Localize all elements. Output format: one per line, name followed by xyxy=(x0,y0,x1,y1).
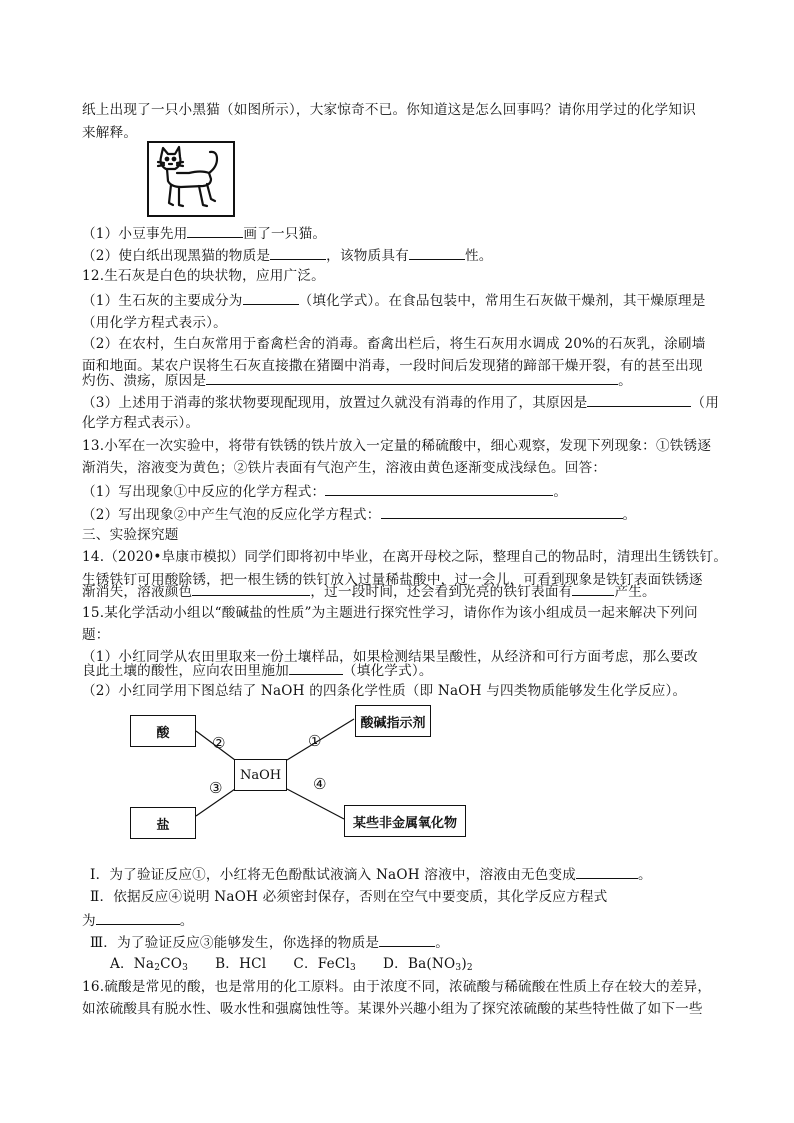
q13-part2: （2）写出现象②中产生气泡的反应化学方程式： 。 xyxy=(82,504,636,524)
text-line: 生锈铁钉可用酸除锈，把一根生锈的铁钉放入过量稀盐酸中，过一会儿，可看到现象是铁钉表面铁锈逐 xyxy=(82,572,703,588)
answer-blank[interactable] xyxy=(289,660,343,675)
text-line: 渐消失，溶液变为黄色；②铁片表面有气泡产生，溶液由黄色逐渐变成浅绿色。回答： xyxy=(82,460,607,476)
sub-question-3: Ⅲ．为了验证反应③能够发生，你选择的物质是 。 xyxy=(90,932,449,952)
text-line: 纸上出现了一只小黑猫（如图所示），大家惊奇不已。你知道这是怎么回事吗？请你用学过的化学知识 xyxy=(82,102,696,118)
q12-title: 12.生石灰是白色的块状物，应用广泛。 xyxy=(82,268,325,284)
answer-blank[interactable] xyxy=(587,392,691,407)
q11-part2: （2）使白纸出现黑猫的物质是 ，该物质具有 性。 xyxy=(82,245,493,265)
q13-part1: （1）写出现象①中反应的化学方程式： 。 xyxy=(82,481,567,501)
reaction-4-label: ④ xyxy=(313,775,327,793)
text-line: 题： xyxy=(82,627,110,643)
answer-blank[interactable] xyxy=(187,223,243,238)
q15-title: 15.某化学活动小组以“酸碱盐的性质”为主题进行探究性学习，请你作为该小组成员一起来解决下列问 xyxy=(82,605,698,621)
answer-blank[interactable] xyxy=(325,481,553,496)
answer-blank[interactable] xyxy=(243,290,299,305)
naoh-box: NaOH xyxy=(234,759,287,791)
cat-icon xyxy=(149,143,233,215)
answer-blank[interactable] xyxy=(270,245,326,260)
q12-part1: （1）生石灰的主要成分为 （填化学式）。在食品包装中，常用生石灰做干燥剂，其干燥原理是 xyxy=(82,290,706,310)
text-line: 如浓硫酸具有脱水性、吸水性和强腐蚀性等。某课外兴趣小组为了探究浓硫酸的某些特性做了如下一些 xyxy=(82,1001,703,1017)
option-b[interactable]: B．HCl xyxy=(215,956,267,972)
q14-title: 14.（2020•阜康市模拟）同学们即将初中毕业，在离开母校之际，整理自己的物品时，清理出生锈铁钉。 xyxy=(82,549,728,565)
answer-blank[interactable] xyxy=(96,910,180,925)
sub-question-2-blank: 为 。 xyxy=(82,910,194,930)
nonmetal-oxide-box: 某些非金属氧化物 xyxy=(344,805,466,837)
text-line: 来解释。 xyxy=(82,125,138,141)
q12-part2: （2）在农村，生白灰常用于畜禽栏舍的消毒。畜禽出栏后，将生石灰用水调成 20%的石灰乳，涂刷墙 xyxy=(82,336,706,352)
q15-part2: （2）小红同学用下图总结了 NaOH 的四条化学性质（即 NaOH 与四类物质能够发生化学反应）。 xyxy=(82,683,687,699)
naoh-properties-diagram xyxy=(130,705,480,845)
q16-title: 16.硫酸是常见的酸，也是常用的化工原料。由于浓度不同，浓硫酸与稀硫酸在性质上存在较大的差异， xyxy=(82,979,712,995)
salt-box: 盐 xyxy=(130,807,196,839)
answer-blank[interactable] xyxy=(409,245,465,260)
q12-part2-blank-line: 灼伤、溃疡，原因是 。 xyxy=(82,370,632,390)
q13-title: 13.小军在一次实验中，将带有铁锈的铁片放入一定量的稀硫酸中，细心观察，发现下列现象：①铁锈逐 xyxy=(82,438,712,454)
answer-options xyxy=(110,955,473,977)
answer-blank[interactable] xyxy=(192,581,310,596)
acid-base-indicator-box: 酸碱指示剂 xyxy=(355,705,431,737)
acid-box: 酸 xyxy=(130,715,196,747)
q14-blank-line: 渐消失，溶液颜色 ，过一段时间，还会看到光亮的铁钉表面有 产生。 xyxy=(82,581,656,601)
q12-part3: （3）上述用于消毒的浆状物要现配现用，放置过久就没有消毒的作用了，其原因是 （用 xyxy=(82,392,719,412)
sub-question-2: Ⅱ．依据反应④说明 NaOH 必须密封保存，否则在空气中要变质，其化学反应方程式 xyxy=(90,889,608,905)
q11-part1: （1）小豆事先用 画了一只猫。 xyxy=(82,223,326,243)
black-cat-figure xyxy=(147,141,235,217)
answer-blank[interactable] xyxy=(381,504,623,519)
text-line: 面和地面。某农户误将生石灰直接撒在猪圈中消毒，一段时间后发现猪的蹄部干燥开裂，有的甚至出现 xyxy=(82,358,703,374)
section-heading: 三、实验探究题 xyxy=(82,527,179,543)
reaction-1-label: ① xyxy=(308,732,322,750)
option-d[interactable]: D．$Ba(NO_3)_2$ xyxy=(383,956,473,973)
reaction-3-label: ③ xyxy=(209,779,223,797)
answer-blank[interactable] xyxy=(572,581,614,596)
answer-blank[interactable] xyxy=(379,932,435,947)
q12-part1-cont: （用化学方程式表示）。 xyxy=(82,315,227,331)
sub-question-1: Ⅰ．为了验证反应①，小红将无色酚酞试液滴入 NaOH 溶液中，溶液由无色变成 。 xyxy=(90,864,652,884)
answer-blank[interactable] xyxy=(576,864,638,879)
option-a[interactable]: A．$Na_2CO_3$ xyxy=(110,956,189,973)
answer-blank[interactable] xyxy=(206,370,618,385)
q15-part1: （1）小红同学从农田里取来一份土壤样品，如果检测结果呈酸性，从经济和可行方面考虑，那么要改 xyxy=(82,649,698,665)
text-line: 化学方程式表示）。 xyxy=(82,415,200,431)
option-c[interactable]: C．FeCl$_3$ xyxy=(293,956,356,973)
reaction-2-label: ② xyxy=(212,734,226,752)
q15-part1-blank: 良此土壤的酸性，应向农田里施加 （填化学式）。 xyxy=(82,660,433,680)
